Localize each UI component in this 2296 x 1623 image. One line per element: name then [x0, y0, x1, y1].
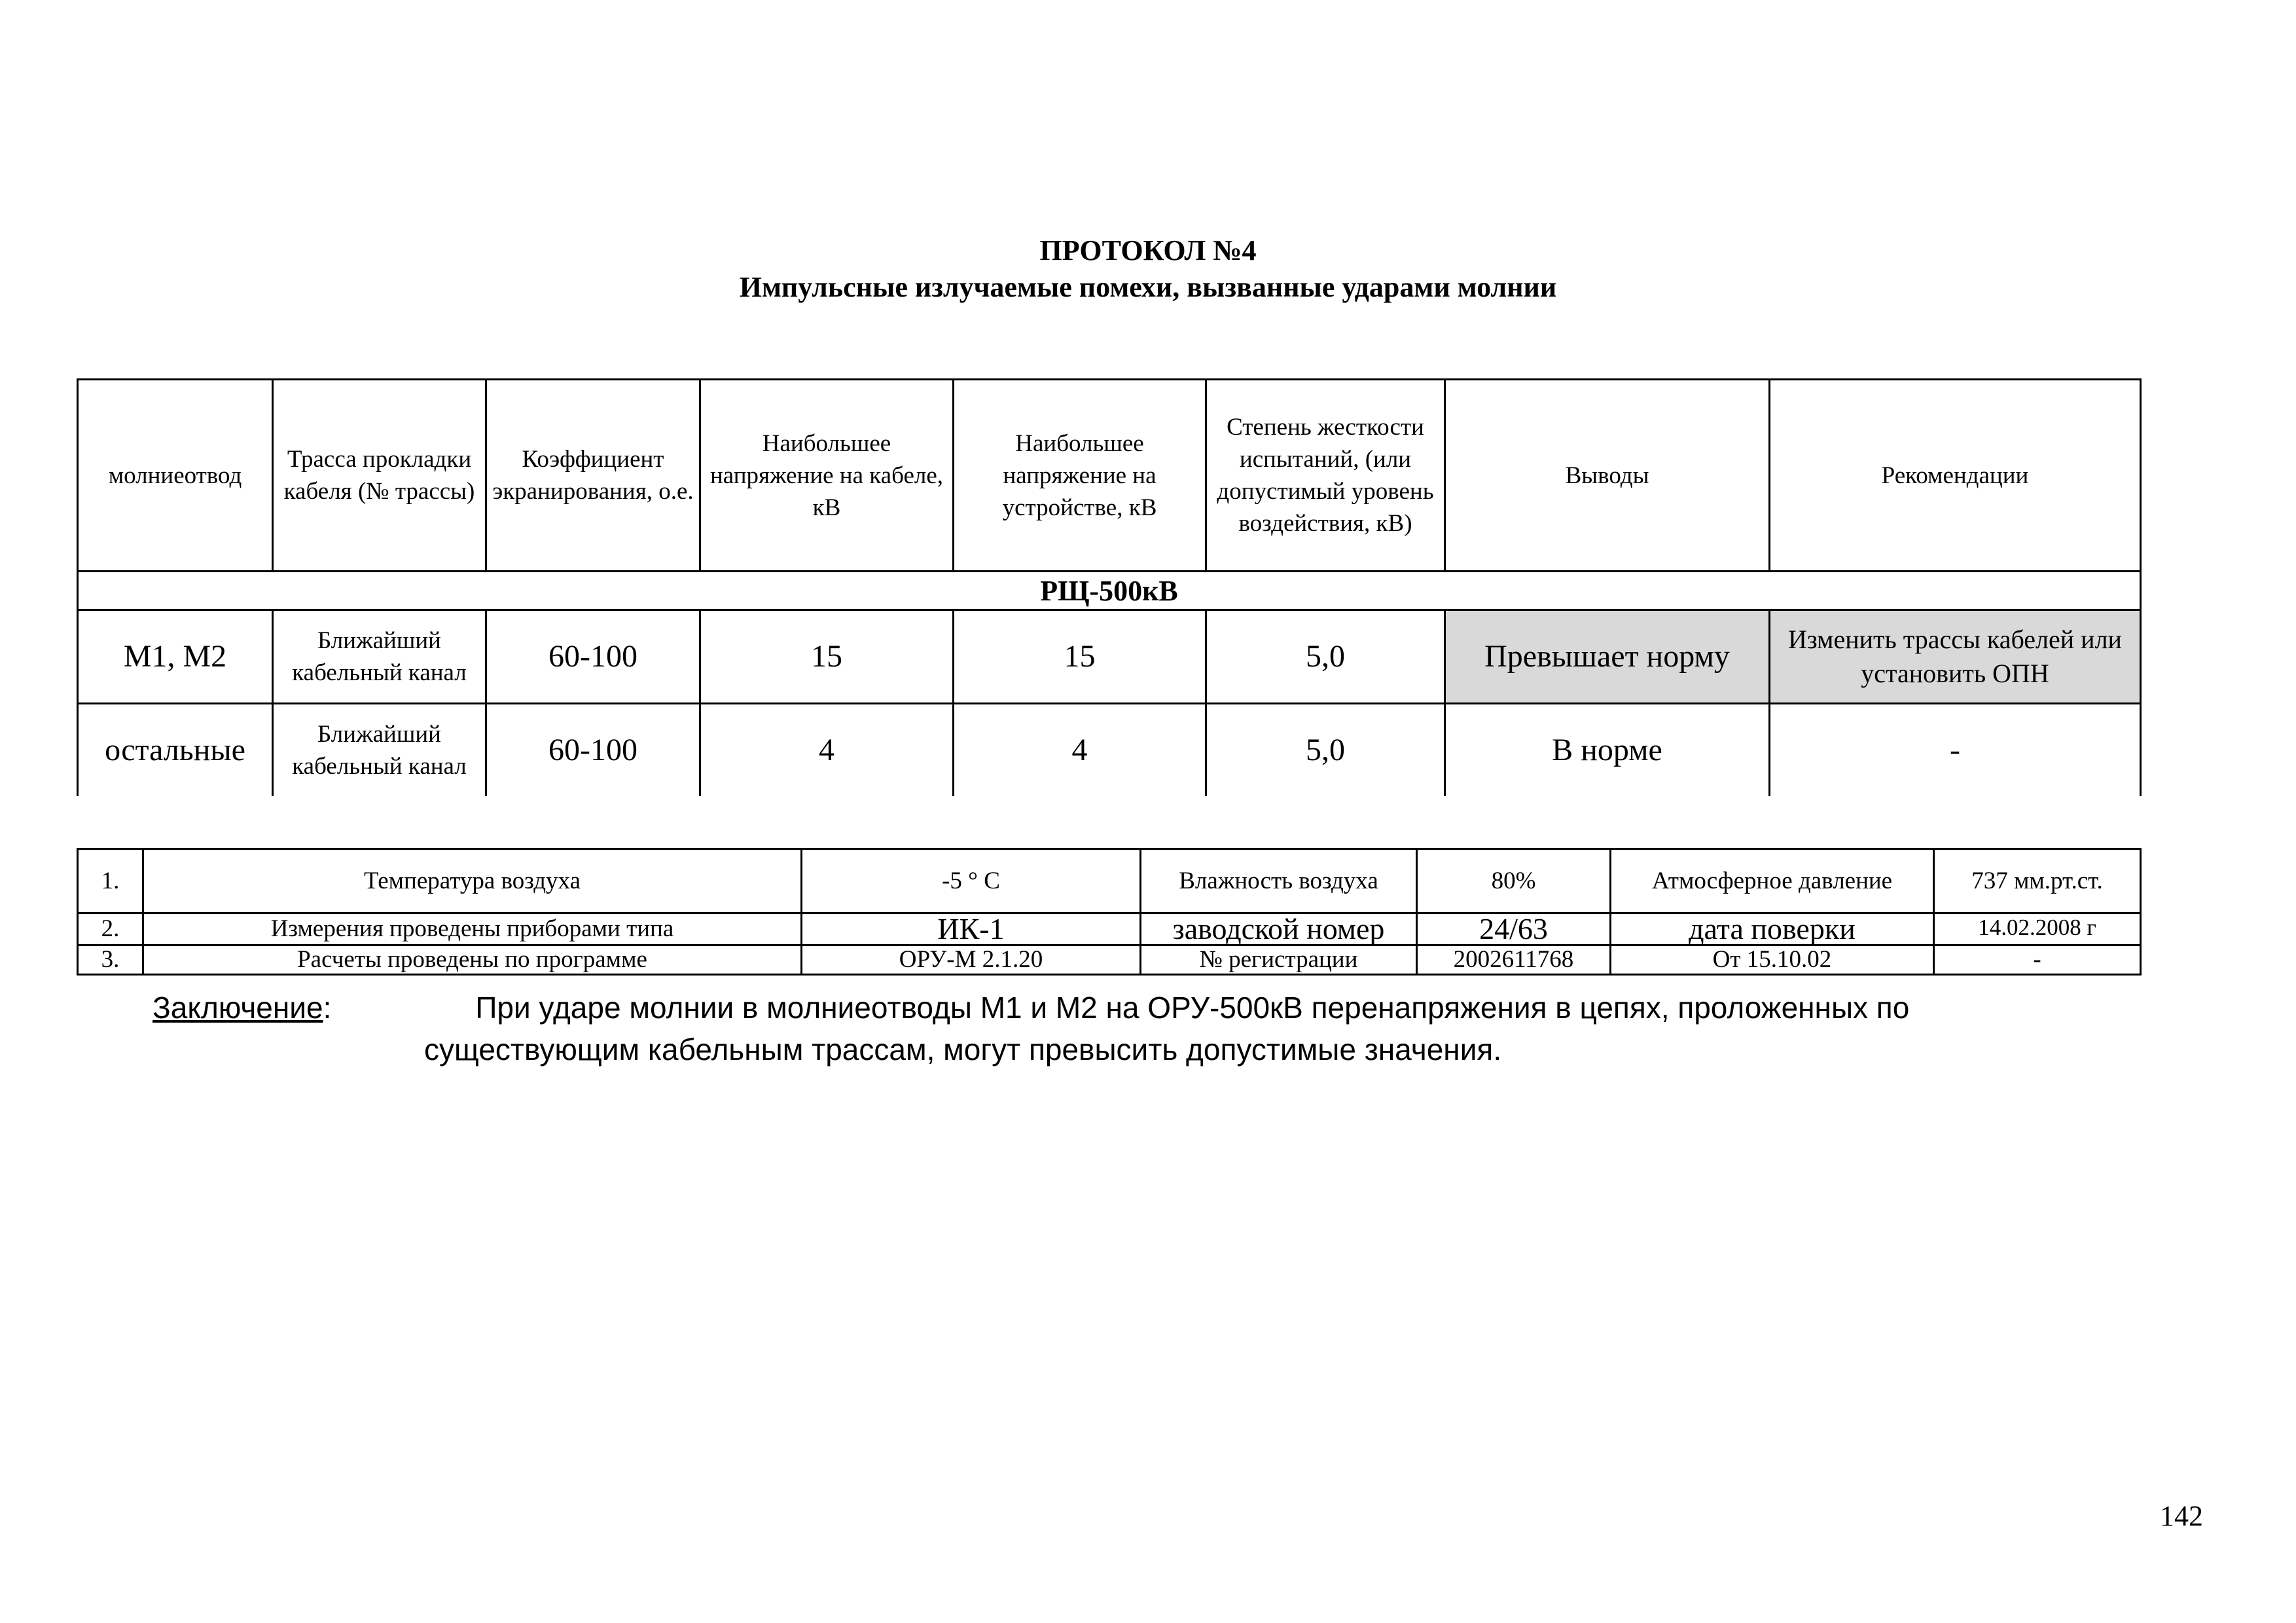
table-row	[78, 913, 2141, 945]
table-cell: заводской номер	[1141, 913, 1417, 945]
table-row	[78, 945, 2141, 975]
column-header: Трасса прокладки кабеля (№ трассы)	[273, 380, 486, 572]
protocol-subtitle: Импульсные излучаемые помехи, вызванные ударами молнии	[739, 271, 1557, 303]
table-cell: 24/63	[1417, 913, 1611, 945]
recommendation-cell: Изменить трассы кабелей или установить ОПН	[1770, 610, 2141, 704]
column-header: Рекомендации	[1770, 380, 2141, 572]
conditions-table	[77, 848, 2142, 976]
results-table	[77, 378, 2142, 796]
conclusion-block	[152, 987, 2106, 1070]
table-cell: № регистрации	[1141, 945, 1417, 975]
table-cell: Атмосферное давление	[1611, 849, 1934, 913]
conclusion-text-1: При ударе молнии в молниеотводы М1 и М2 на ОРУ-500кВ перенапряжения в цепях, проложенных по	[475, 991, 1910, 1025]
page-number: 142	[2160, 1500, 2203, 1532]
table-row	[78, 610, 2141, 704]
column-header: Степень жесткости испытаний, (или допустимый уровень воздействия, кВ)	[1206, 380, 1445, 572]
table-cell: 737 мм.рт.ст.	[1934, 849, 2141, 913]
conclusion-line-1: Заключение: При ударе молнии в молниеотводы М1 и М2 на ОРУ-500кВ перенапряжения в цепях, проложенных по	[152, 991, 1910, 1025]
column-header: молниеотвод	[78, 380, 273, 572]
document-title	[0, 232, 2296, 306]
conclusion-text-2: существующим кабельным трассам, могут превысить допустимые значения.	[424, 1032, 1502, 1067]
column-header: Коэффициент экранирования, о.е.	[486, 380, 700, 572]
table-row	[78, 849, 2141, 913]
column-header: Выводы	[1445, 380, 1770, 572]
table-cell: -5 ° С	[802, 849, 1141, 913]
table-cell: 60-100	[486, 704, 700, 797]
conclusion-cell: Превышает норму	[1445, 610, 1770, 704]
row-number: 1.	[78, 849, 143, 913]
table-cell: дата поверки	[1611, 913, 1934, 945]
recommendation-cell: -	[1770, 704, 2141, 797]
table-cell: Влажность воздуха	[1141, 849, 1417, 913]
table-cell: Расчеты проведены по программе	[143, 945, 802, 975]
table-cell: 2002611768	[1417, 945, 1611, 975]
section-title: РЩ-500кВ	[78, 572, 2141, 610]
column-header: Наибольшее напряжение на кабеле, кВ	[700, 380, 954, 572]
conclusion-cell: В норме	[1445, 704, 1770, 797]
table-cell: 15	[954, 610, 1206, 704]
table-cell: М1, М2	[78, 610, 273, 704]
row-number: 3.	[78, 945, 143, 975]
table-cell: ОРУ-М 2.1.20	[802, 945, 1141, 975]
table-cell: 5,0	[1206, 704, 1445, 797]
table-cell: 4	[700, 704, 954, 797]
table-cell: 4	[954, 704, 1206, 797]
table-cell: Измерения проведены приборами типа	[143, 913, 802, 945]
table-header-row	[78, 380, 2141, 572]
protocol-title: ПРОТОКОЛ №4	[1039, 234, 1257, 266]
column-header: Наибольшее напряжение на устройстве, кВ	[954, 380, 1206, 572]
table-cell: 14.02.2008 г	[1934, 913, 2141, 945]
table-cell: ИК-1	[802, 913, 1141, 945]
row-number: 2.	[78, 913, 143, 945]
table-cell: 15	[700, 610, 954, 704]
table-cell: -	[1934, 945, 2141, 975]
conclusion-label: Заключение	[152, 991, 323, 1025]
table-row	[78, 704, 2141, 797]
table-cell: остальные	[78, 704, 273, 797]
table-cell: Ближайший кабельный канал	[273, 610, 486, 704]
table-cell: От 15.10.02	[1611, 945, 1934, 975]
section-row	[78, 572, 2141, 610]
table-cell: Температура воздуха	[143, 849, 802, 913]
table-cell: 60-100	[486, 610, 700, 704]
table-cell: Ближайший кабельный канал	[273, 704, 486, 797]
table-cell: 80%	[1417, 849, 1611, 913]
table-cell: 5,0	[1206, 610, 1445, 704]
